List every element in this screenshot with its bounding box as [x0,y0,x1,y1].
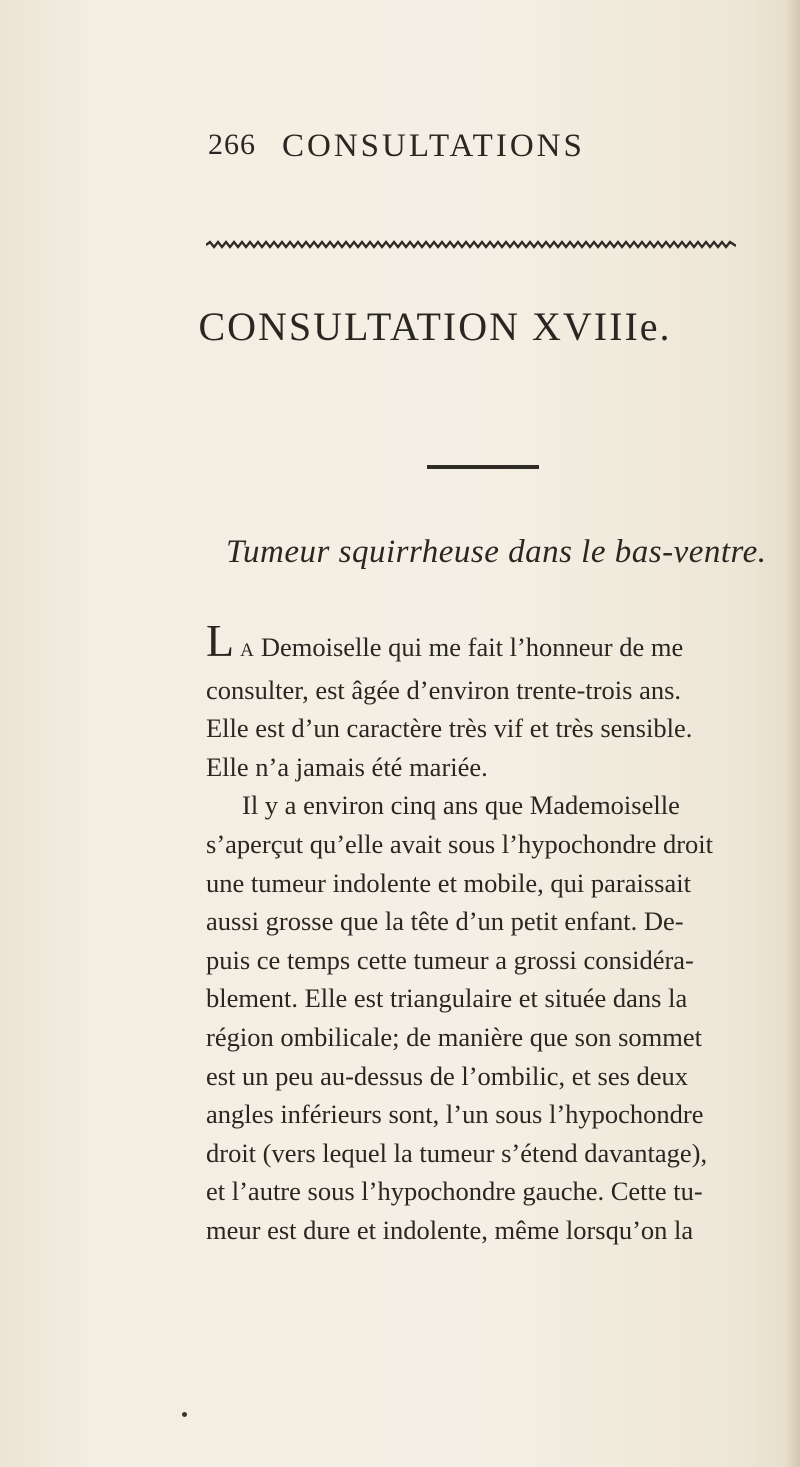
drop-cap-continuation: A [240,640,255,661]
chapter-subtitle: Tumeur squirrheuse dans le bas-ventre. [226,534,767,570]
text-line: consulter, est âgée d’environ trente-trois ans. [206,674,682,705]
ornamental-rule [206,240,736,250]
text-line-content: Demoiselle qui me fait l’honneur de me [260,632,684,662]
body-text [206,615,772,1250]
text-line: s’aperçut qu’elle avait sous l’hypochondre droit [206,828,714,859]
running-head [0,128,800,168]
text-line: droit (vers lequel la tumeur s’étend davantage), [206,1137,708,1168]
section-divider [427,465,539,469]
page-edge-shadow [786,0,800,1467]
chapter-heading: CONSULTATION XVIIIe. [198,304,672,349]
text-line: angles inférieurs sont, l’un sous l’hypochondre [206,1099,704,1130]
running-title: CONSULTATIONS [282,128,585,164]
text-line-1 [206,615,772,671]
page-number: 266 [208,128,256,161]
text-line: aussi grosse que la tête d’un petit enfant. De- [206,906,684,937]
text-line: puis ce temps cette tumeur a grossi considéra- [206,944,694,975]
text-line: meur est dure et indolente, même lorsqu’on la [206,1214,694,1245]
drop-cap: L [206,615,235,666]
text-line: région ombilicale; de manière que son sommet [206,1021,702,1052]
text-line: et l’autre sous l’hypochondre gauche. Cette tu- [206,1176,703,1207]
text-line: une tumeur indolente et mobile, qui paraissait [206,867,691,898]
text-line-paragraph-start: Il y a environ cinq ans que Mademoiselle [242,790,680,821]
text-line: Elle est d’un caractère très vif et très sensible. [206,713,693,744]
text-line: Elle n’a jamais été mariée. [206,751,488,782]
text-line: blement. Elle est triangulaire et située dans la [206,983,688,1014]
margin-dot [182,1412,187,1417]
text-line: est un peu au-dessus de l’ombilic, et ses deux [206,1060,689,1091]
